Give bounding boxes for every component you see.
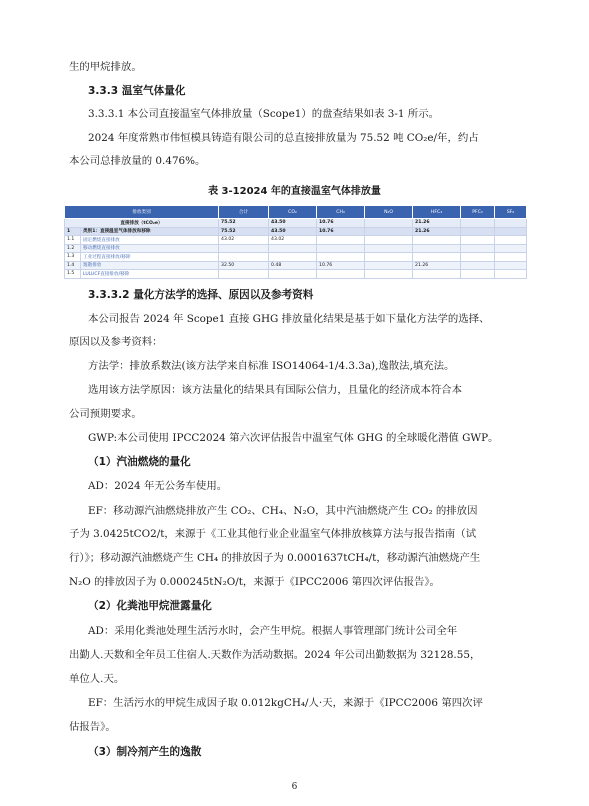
- table-row: [65, 236, 527, 245]
- table-header-row: [65, 206, 527, 219]
- table-row: [65, 244, 527, 253]
- total-cell: 10.76: [317, 219, 365, 228]
- paragraph-continuation: 生的甲烷排放。: [69, 61, 142, 73]
- row-label: 类别1：直接温室气体排放和移除: [81, 227, 219, 236]
- paragraph-ef2-line2: 估报告》。: [69, 721, 116, 733]
- paragraph-3-3-3-1: 3.3.3.1 本公司直接温室气体排放量（Scope1）的盘查结果如表 3-1 所示。: [88, 108, 439, 120]
- table-cell: [461, 236, 495, 245]
- header-hfc: HFC₃: [413, 206, 461, 219]
- paragraph-method-line1: 本公司报告 2024 年 Scope1 直接 GHG 排放量化结果是基于如下量化方法学的选择、: [88, 313, 490, 325]
- paragraph-ef1-line1: EF：移动源汽油燃烧排放产生 CO₂、CH₄、N₂O，其中汽油燃烧产生 CO₂ 的排放因: [88, 505, 478, 517]
- total-cell: 43.50: [269, 219, 317, 228]
- table-cell: [461, 261, 495, 270]
- row-number: 1.4: [65, 261, 81, 270]
- table-cell: [365, 236, 413, 245]
- table-cell: [495, 253, 527, 262]
- paragraph-ef1-line4: N₂O 的排放因子为 0.000245tN₂O/t，来源于《IPCC2006 第四次评估报告》。: [69, 576, 440, 588]
- total-cell: [495, 219, 527, 228]
- table-cell: [365, 261, 413, 270]
- subsection-heading-3: （3）制冷剂产生的逸散: [88, 746, 202, 758]
- table-cell: [269, 244, 317, 253]
- subsection-heading-2: （2）化粪池甲烷泄露量化: [88, 600, 212, 612]
- table-cell: [461, 270, 495, 279]
- table-row: [65, 261, 527, 270]
- table-cell: [413, 244, 461, 253]
- table-cell: [495, 261, 527, 270]
- row-number: 1.3: [65, 253, 81, 262]
- subsection-heading-1: （1）汽油燃烧的量化: [88, 456, 191, 468]
- table-cell: [219, 253, 269, 262]
- table-cell: [495, 244, 527, 253]
- table-cell: [365, 227, 413, 236]
- paragraph-ad2-line2: 出勤人.天数和全年员工住宿人.天数作为活动数据。2024 年公司出勤数据为 32128.55，: [69, 649, 481, 661]
- row-label: 逸散排放: [81, 261, 219, 270]
- row-number: 1: [65, 227, 81, 236]
- paragraph-total-line1: 2024 年度常熟市伟恒模具铸造有限公司的总直接排放量为 75.52 吨 CO₂e/年，约占: [88, 132, 479, 144]
- row-label: 工业过程直接排放/移除: [81, 253, 219, 262]
- table-cell: 0.48: [269, 261, 317, 270]
- row-label: LULUCF直接排放/移除: [81, 270, 219, 279]
- header-ch4: CH₄: [317, 206, 365, 219]
- paragraph-method-line2: 原因以及参考资料：: [69, 336, 163, 348]
- paragraph-method-line3: 方法学：排放系数法(该方法学来自标准 ISO14064-1/4.3.3a),逸散法,填充法。: [88, 360, 455, 372]
- paragraph-total-line2: 本公司总排放量的 0.476%。: [69, 155, 206, 167]
- table-cell: [495, 236, 527, 245]
- total-label: 直接排放（tCO₂e）: [65, 219, 219, 228]
- table-cell: 43.02: [219, 236, 269, 245]
- table-cell: [461, 227, 495, 236]
- table-row: [65, 227, 527, 236]
- table-cell: 75.52: [219, 227, 269, 236]
- paragraph-ef1-line3: 行）》；移动源汽油燃烧产生 CH₄ 的排放因子为 0.0001637tCH₄/t，移动源汽油燃烧产生: [69, 552, 481, 564]
- paragraph-ad2-line3: 单位人.天。: [69, 673, 125, 685]
- total-cell: 21.26: [413, 219, 461, 228]
- emissions-table: [64, 205, 527, 279]
- table-cell: 10.76: [317, 227, 365, 236]
- table-cell: [269, 253, 317, 262]
- section-heading-3-3-3-2: 3.3.3.2 量化方法学的选择、原因以及参考资料: [88, 289, 314, 301]
- table-cell: [461, 253, 495, 262]
- paragraph-ad2-line1: AD：采用化粪池处理生活污水时，会产生甲烷。根据人事管理部门统计公司全年: [88, 625, 458, 637]
- row-number: 1.2: [65, 244, 81, 253]
- table-row-total: [65, 219, 527, 228]
- table-cell: [317, 236, 365, 245]
- table-cell: [219, 270, 269, 279]
- table-row: [65, 253, 527, 262]
- table-cell: 43.02: [269, 236, 317, 245]
- paragraph-ef1-line2: 子为 3.0425tCO2/t，来源于《工业其他行业企业温室气体排放核算方法与报告指南（试: [69, 528, 477, 540]
- table-cell: [219, 244, 269, 253]
- page-number: 6: [291, 782, 298, 792]
- table-cell: 10.76: [317, 261, 365, 270]
- paragraph-reason-line2: 公司预期要求。: [69, 408, 142, 420]
- table-caption: 表 3-12024 年的直接温室气体排放量: [208, 186, 381, 197]
- row-label: 固定燃烧直接排放: [81, 236, 219, 245]
- header-pfc: PFC₃: [461, 206, 495, 219]
- table-cell: 21.26: [413, 261, 461, 270]
- header-category: 排放类别: [65, 206, 219, 219]
- table-cell: 32.50: [219, 261, 269, 270]
- row-number: 1.1: [65, 236, 81, 245]
- header-total: 合计: [219, 206, 269, 219]
- table-cell: 21.26: [413, 227, 461, 236]
- table-cell: [495, 270, 527, 279]
- table-cell: [413, 236, 461, 245]
- table-cell: [365, 270, 413, 279]
- table-cell: [413, 270, 461, 279]
- section-heading-3-3-3: 3.3.3 温室气体量化: [88, 85, 186, 97]
- table-cell: [365, 253, 413, 262]
- table-cell: 43.50: [269, 227, 317, 236]
- total-cell: [461, 219, 495, 228]
- paragraph-ef2-line1: EF：生活污水的甲烷生成因子取 0.012kgCH₄/人·天，来源于《IPCC2006 第四次评: [88, 697, 483, 709]
- table-cell: [317, 270, 365, 279]
- table-cell: [269, 270, 317, 279]
- row-label: 移动燃烧直接排放: [81, 244, 219, 253]
- row-number: 1.5: [65, 270, 81, 279]
- total-cell: 75.52: [219, 219, 269, 228]
- header-co2: CO₂: [269, 206, 317, 219]
- paragraph-reason-line1: 选用该方法学原因：该方法量化的结果具有国际公信力，且量化的经济成本符合本: [88, 384, 463, 396]
- paragraph-ad1: AD：2024 年无公务车使用。: [88, 480, 228, 492]
- table-cell: [365, 244, 413, 253]
- header-sf6: SF₆: [495, 206, 527, 219]
- table-cell: [495, 227, 527, 236]
- paragraph-gwp: GWP:本公司使用 IPCC2024 第六次评估报告中温室气体 GHG 的全球暖化潜值 GWP。: [88, 432, 499, 444]
- total-cell: [365, 219, 413, 228]
- table-cell: [317, 253, 365, 262]
- header-n2o: N₂O: [365, 206, 413, 219]
- table-cell: [317, 244, 365, 253]
- table-row: [65, 270, 527, 279]
- table-cell: [413, 253, 461, 262]
- table-cell: [461, 244, 495, 253]
